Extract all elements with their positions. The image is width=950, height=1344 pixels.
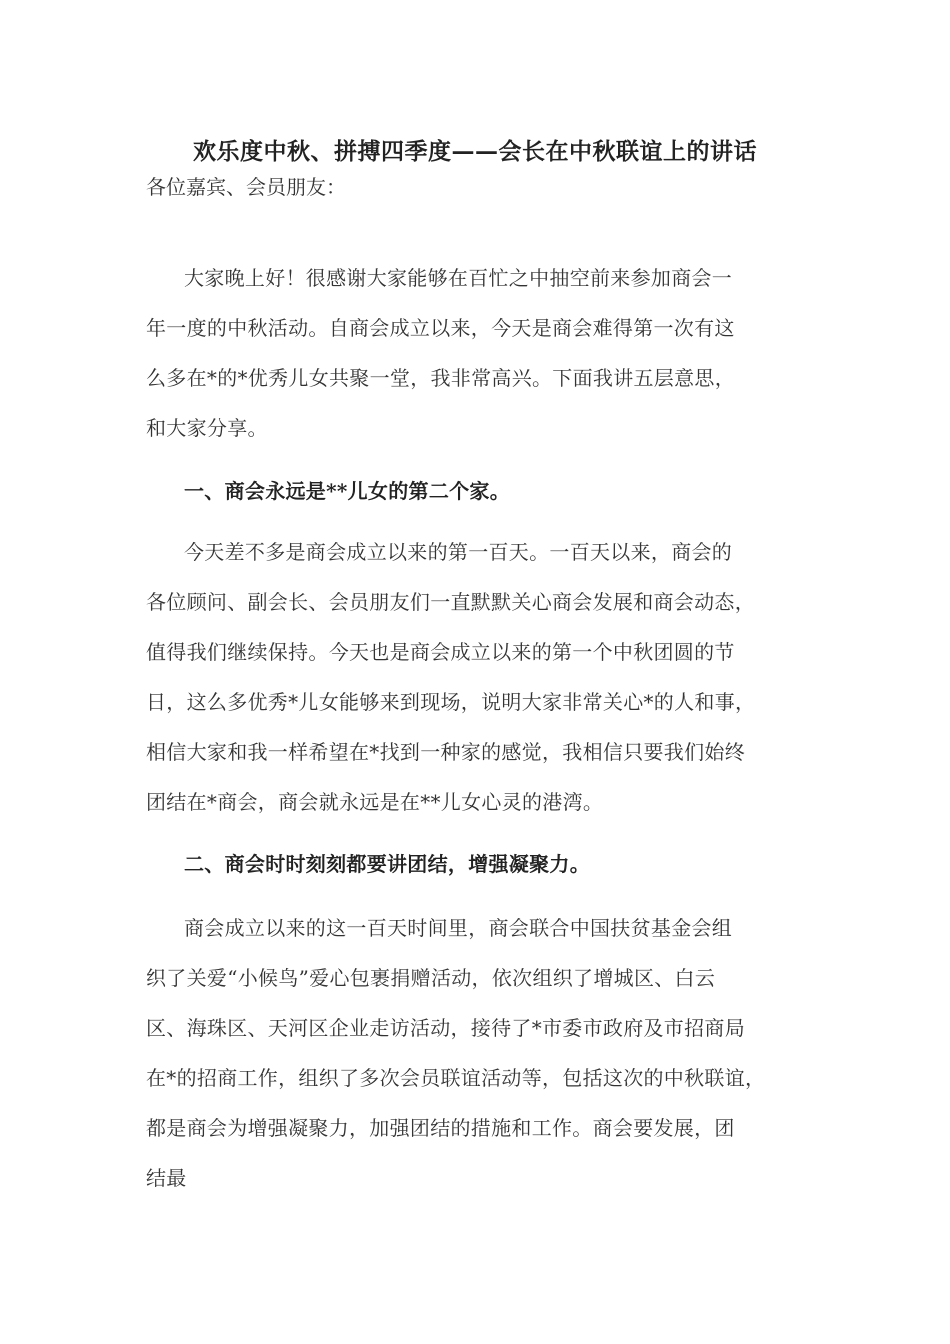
paragraph-line: 都是商会为增强凝聚力，加强团结的措施和工作。商会要发展，团 [146,1116,735,1140]
paragraph-section-1 [146,527,826,827]
paragraph-line: 日，这么多优秀*儿女能够来到现场，说明大家非常关心*的人和事， [146,690,756,714]
paragraph-line: 织了关爱“小候鸟”爱心包裹捐赠活动，依次组织了增城区、白云 [146,966,716,990]
paragraph-line: 年一度的中秋活动。自商会成立以来，今天是商会难得第一次有这 [146,316,735,340]
section-heading-1 [146,466,826,516]
paragraph-line: 团结在*商会，商会就永远是在**儿女心灵的港湾。 [146,790,604,814]
paragraph-line: 么多在*的*优秀儿女共聚一堂，我非常高兴。下面我讲五层意思， [146,366,735,390]
section-heading-2 [146,839,826,889]
paragraph-line: 结最 [146,1166,187,1190]
document-title: 欢乐度中秋、拼搏四季度——会长在中秋联谊上的讲话 [193,138,757,165]
paragraph-line: 今天差不多是商会成立以来的第一百天。一百天以来，商会的 [184,540,733,564]
paragraph-greeting [146,253,826,453]
paragraph-line: 相信大家和我一样希望在*找到一种家的感觉，我相信只要我们始终 [146,740,745,764]
paragraph-line: 和大家分享。 [146,416,268,440]
paragraph-line: 区、海珠区、天河区企业走访活动，接待了*市委市政府及市招商局 [146,1016,745,1040]
section-heading-text: 二、商会时时刻刻都要讲团结，增强凝聚力。 [184,852,590,876]
section-heading-text: 一、商会永远是**儿女的第二个家。 [184,479,511,503]
paragraph-line: 在*的招商工作，组织了多次会员联谊活动等，包括这次的中秋联谊， [146,1066,766,1090]
paragraph-line: 商会成立以来的这一百天时间里，商会联合中国扶贫基金会组 [184,916,733,940]
paragraph-line: 各位顾问、副会长、会员朋友们一直默默关心商会发展和商会动态， [146,590,755,614]
salutation: 各位嘉宾、会员朋友： [146,175,346,199]
paragraph-line: 值得我们继续保持。今天也是商会成立以来的第一个中秋团圆的节 [146,640,735,664]
paragraph-section-2 [146,903,826,1203]
paragraph-line: 大家晚上好！很感谢大家能够在百忙之中抽空前来参加商会一 [184,266,733,290]
